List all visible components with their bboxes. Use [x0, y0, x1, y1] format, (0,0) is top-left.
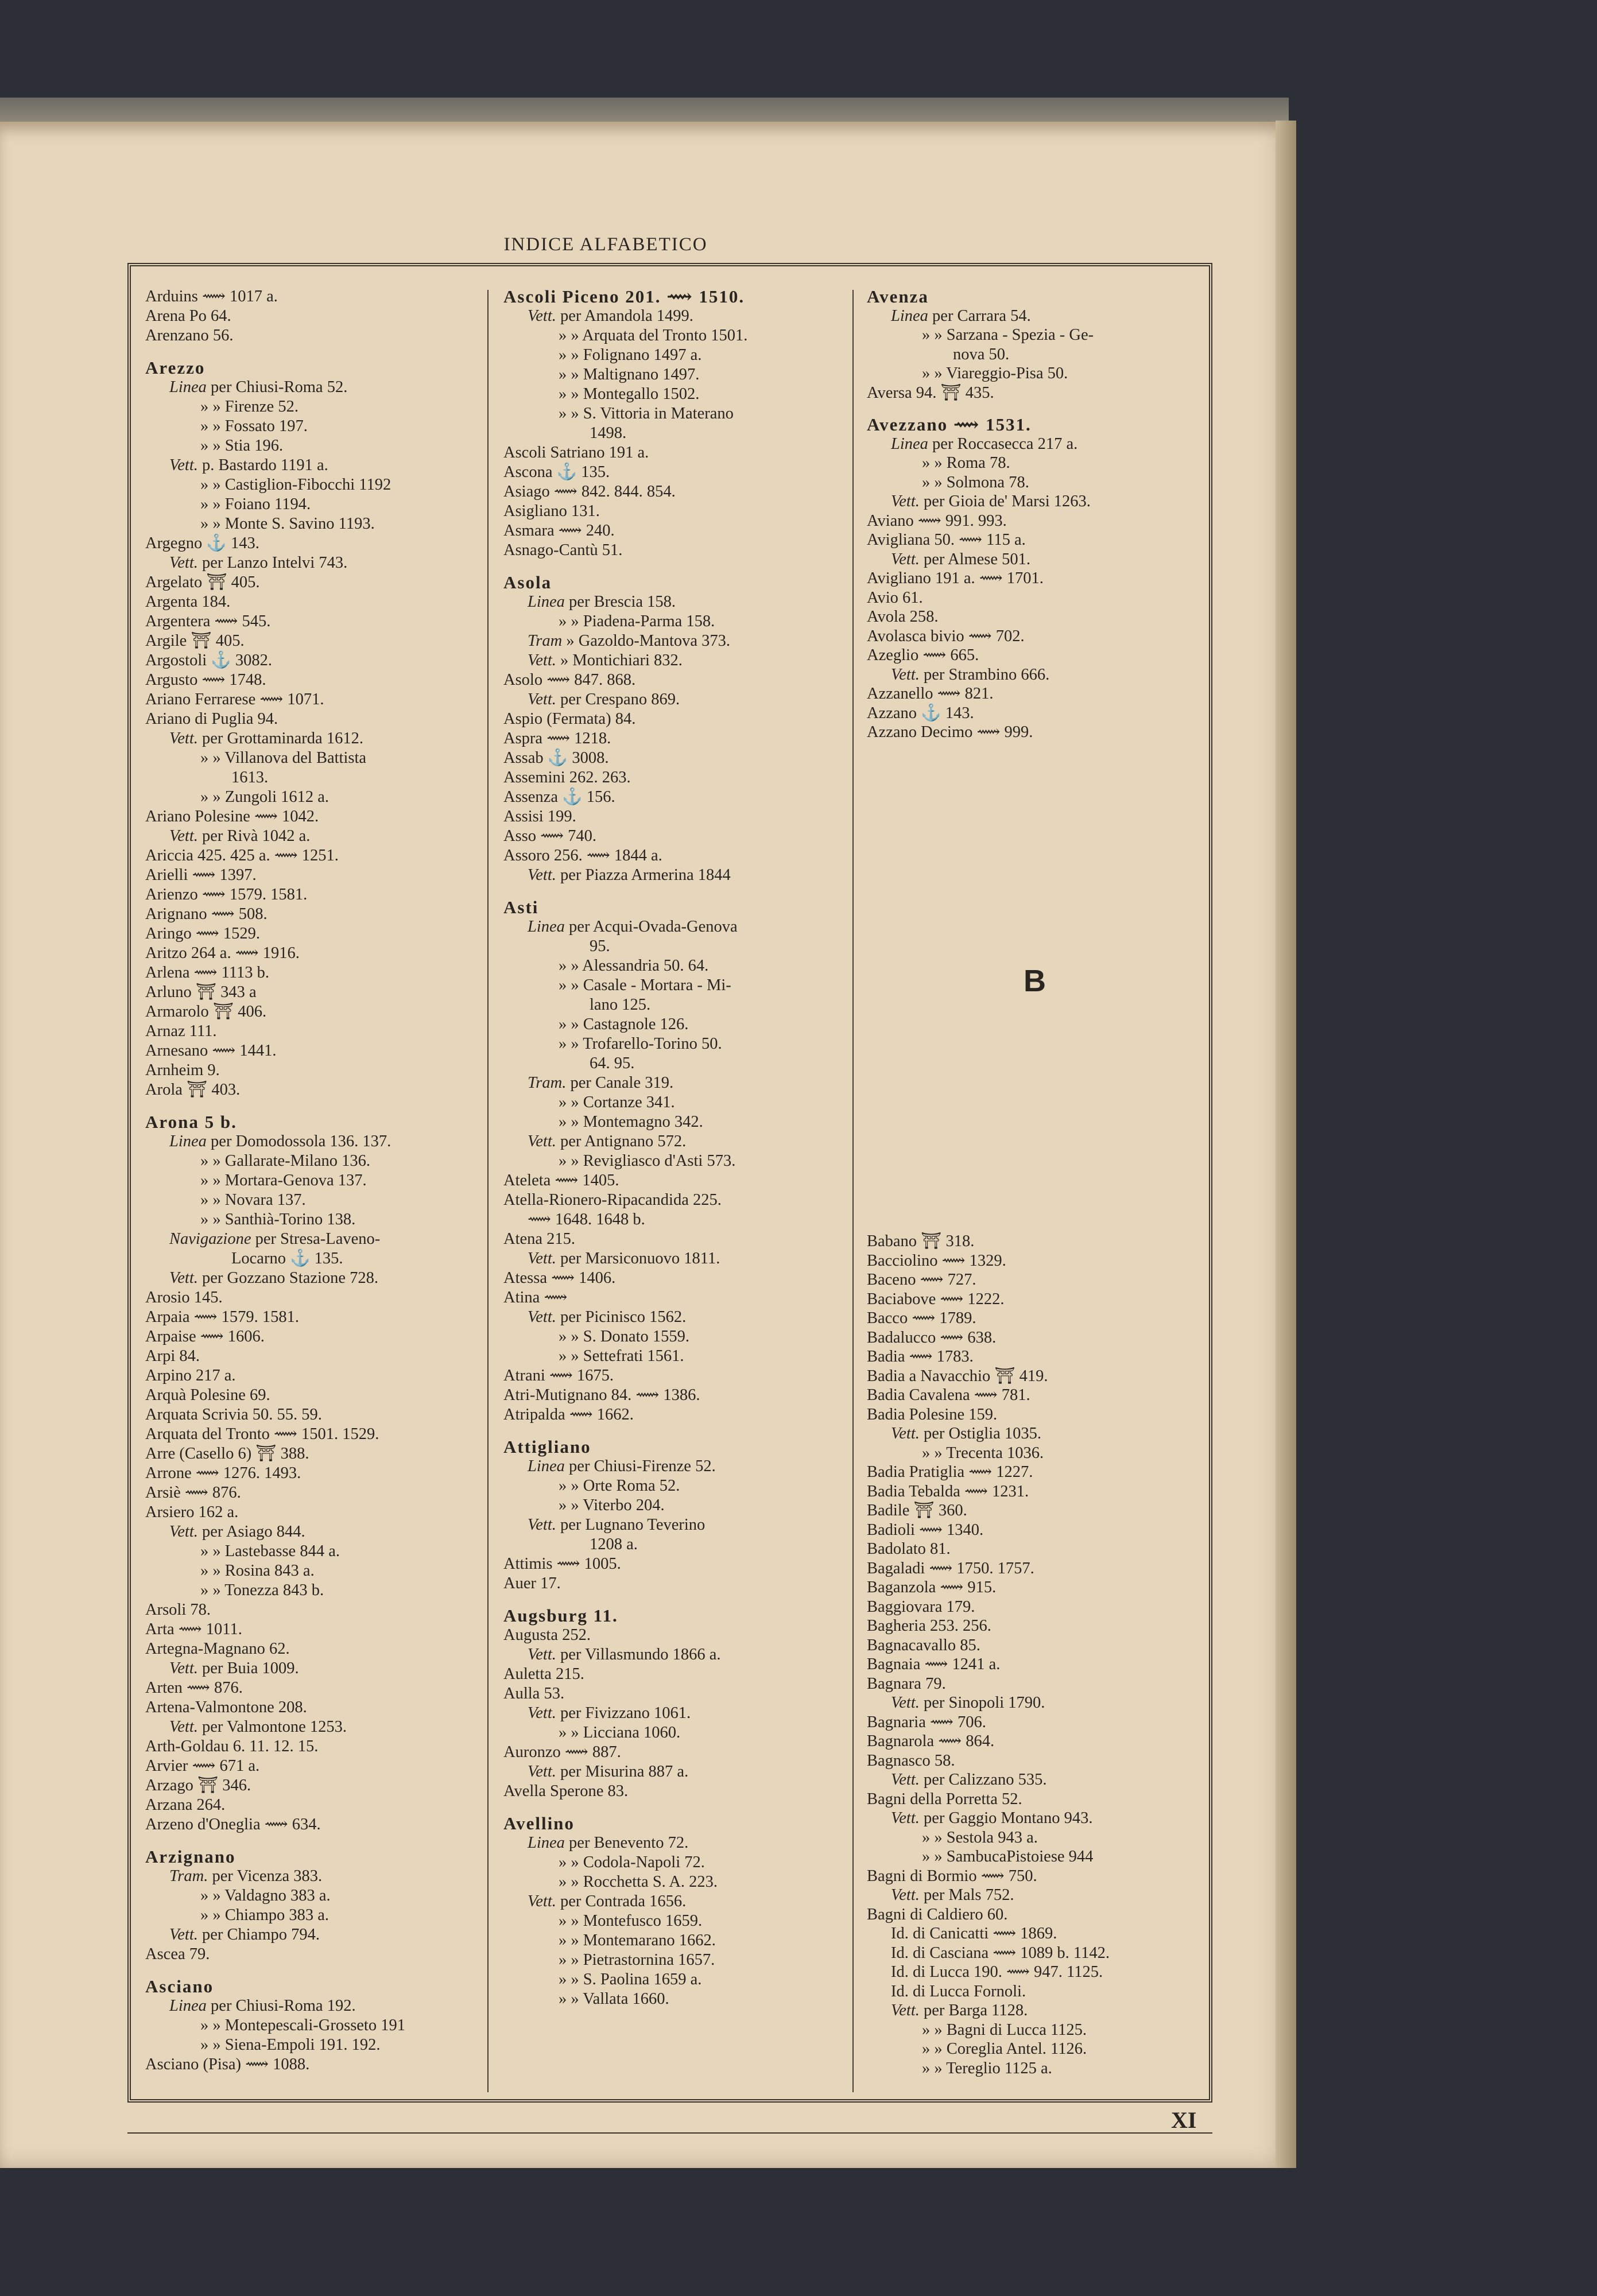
index-subentry: Linea per Domodossola 136. 137. [169, 1133, 392, 1150]
route-type-label: Vett. [169, 554, 198, 572]
index-entry: Ascoli Satriano 191 a. [503, 444, 649, 461]
index-entry: » » S. Donato 1559. [559, 1328, 689, 1345]
index-entry: Arre (Casello 6) ⛩ 388. [145, 1445, 309, 1463]
index-entry: » » Rocchetta S. A. 223. [559, 1873, 718, 1891]
index-entry: Arth-Goldau 6. 11. 12. 15. [145, 1737, 319, 1755]
route-type-label: Vett. [891, 2002, 920, 2019]
index-entry: Arlena ⟿ 1113 b. [145, 964, 270, 982]
index-entry: Arpino 217 a. [145, 1367, 236, 1384]
index-entry: Arquà Polesine 69. [145, 1386, 270, 1404]
route-type-label: Vett. [891, 1771, 920, 1789]
index-subentry: Linea per Acqui-Ovada-Genova [528, 918, 738, 936]
index-entry: Locarno ⚓ 135. [231, 1250, 343, 1267]
index-entry: Avola 258. [867, 608, 939, 626]
index-entry: Avella Sperone 83. [503, 1782, 629, 1800]
index-entry: 64. 95. [590, 1054, 635, 1072]
index-entry: Arluno ⛩ 343 a [145, 983, 257, 1001]
index-subentry: Linea per Brescia 158. [528, 593, 676, 611]
index-heading: Avenza [867, 286, 929, 307]
route-type-label: Vett. [169, 456, 198, 474]
index-entry: » » Foiano 1194. [200, 495, 311, 513]
index-entry: Badia Cavalena ⟿ 781. [867, 1386, 1030, 1404]
index-subentry: Vett. per Sinopoli 1790. [891, 1694, 1045, 1712]
index-entry: » » Montemagno 342. [559, 1113, 703, 1131]
index-entry: Badia Pratiglia ⟿ 1227. [867, 1463, 1033, 1481]
route-type-label: Vett. [169, 1926, 198, 1944]
route-type-label: Vett. [528, 1308, 556, 1326]
index-entry: » » Vallata 1660. [559, 1990, 669, 2008]
index-entry: » » Castiglion-Fibocchi 1192 [200, 476, 392, 494]
index-entry: Id. di Lucca 190. ⟿ 947. 1125. [891, 1963, 1103, 1981]
route-type-label: Vett. [891, 1809, 920, 1827]
page-fore-edge [1276, 121, 1296, 2168]
index-subentry: Vett. per Chiampo 794. [169, 1926, 320, 1944]
index-entry: » » Stia 196. [200, 437, 284, 455]
index-entry: Badile ⛩ 360. [867, 1502, 967, 1519]
index-heading: Asti [503, 897, 539, 917]
index-entry: Avigliana 50. ⟿ 115 a. [867, 531, 1026, 549]
index-entry: » » Villanova del Battista [200, 749, 367, 767]
index-subentry: Vett. per Calizzano 535. [891, 1771, 1047, 1789]
route-type-label: Vett. [528, 1133, 556, 1150]
index-entry: » » Siena-Empoli 191. 192. [200, 2036, 381, 2054]
index-entry: » » Lastebasse 844 a. [200, 1542, 340, 1560]
index-entry: Arquata Scrivia 50. 55. 59. [145, 1406, 322, 1424]
index-entry: » » Montemarano 1662. [559, 1932, 716, 1949]
index-entry: » » Pietrastornina 1657. [559, 1951, 715, 1969]
index-entry: Azeglio ⟿ 665. [867, 646, 979, 664]
index-heading: Asola [503, 572, 552, 592]
index-entry: Id. di Canicatti ⟿ 1869. [891, 1925, 1057, 1942]
index-entry: Asso ⟿ 740. [503, 827, 596, 845]
index-entry: Baceno ⟿ 727. [867, 1271, 976, 1289]
index-entry: Arpaise ⟿ 1606. [145, 1328, 265, 1345]
index-entry: Arnheim 9. [145, 1061, 220, 1079]
index-entry: Bagaladi ⟿ 1750. 1757. [867, 1559, 1034, 1577]
index-entry: Bagnasco 58. [867, 1751, 955, 1770]
index-entry: Arta ⟿ 1011. [145, 1620, 242, 1638]
route-type-label: Vett. [528, 866, 556, 884]
index-entry: Ascona ⚓ 135. [503, 463, 610, 481]
index-entry: Avigliano 191 a. ⟿ 1701. [867, 569, 1044, 587]
index-entry: » » Firenze 52. [200, 398, 299, 416]
index-subentry: Vett. per Valmontone 1253. [169, 1718, 347, 1736]
index-entry: Atena 215. [503, 1230, 576, 1248]
index-entry: » » Sarzana - Spezia - Ge- [922, 326, 1094, 344]
index-subentry: Tram. per Canale 319. [528, 1074, 674, 1092]
index-subentry: Linea per Chiusi-Firenze 52. [528, 1457, 716, 1475]
route-type-label: Vett. [528, 1763, 556, 1781]
index-entry: » » Arquata del Tronto 1501. [559, 327, 748, 344]
index-entry: Aspra ⟿ 1218. [503, 730, 611, 747]
index-entry: » » Monte S. Savino 1193. [200, 515, 375, 533]
index-subentry: Vett. per Lugnano Teverino [528, 1516, 706, 1534]
index-entry: » » Codola-Napoli 72. [559, 1853, 705, 1871]
index-subentry: Vett. p. Bastardo 1191 a. [169, 456, 328, 474]
index-entry: Arienzo ⟿ 1579. 1581. [145, 886, 308, 903]
index-entry: Atessa ⟿ 1406. [503, 1269, 616, 1287]
index-heading: Asciano [145, 1976, 214, 1996]
index-entry: Baciabove ⟿ 1222. [867, 1290, 1005, 1308]
bottom-rule [127, 2132, 1212, 2134]
index-entry: Armarolo ⛩ 406. [145, 1003, 267, 1021]
index-entry: Badia Polesine 159. [867, 1405, 998, 1424]
index-column-1 [145, 287, 484, 2074]
index-entry: Arignano ⟿ 508. [145, 905, 268, 923]
index-entry: » » Montegallo 1502. [559, 385, 700, 403]
index-entry: Arola ⛩ 403. [145, 1081, 241, 1099]
page-number: XI [1171, 2107, 1197, 2133]
index-entry: » » Tonezza 843 b. [200, 1581, 324, 1599]
index-entry: Arvier ⟿ 671 a. [145, 1757, 260, 1775]
index-subentry: Vett. per Gioia de' Marsi 1263. [891, 492, 1091, 510]
route-type-label: Vett. [891, 550, 920, 568]
index-entry: 1613. [231, 769, 269, 786]
index-entry: Bacco ⟿ 1789. [867, 1309, 976, 1327]
route-type-label: Vett. [891, 492, 920, 510]
index-subentry: Vett. per Villasmundo 1866 a. [528, 1646, 721, 1663]
index-entry: Ariano Ferrarese ⟿ 1071. [145, 691, 324, 708]
index-subentry: Vett. per Almese 501. [891, 550, 1031, 568]
route-type-label: Linea [891, 307, 928, 325]
index-entry: Aversa 94. ⛩ 435. [867, 383, 994, 402]
index-entry: Argentera ⟿ 545. [145, 612, 271, 630]
index-entry: Aspio (Fermata) 84. [503, 710, 636, 728]
index-entry: Atri-Mutignano 84. ⟿ 1386. [503, 1386, 700, 1404]
index-subentry: Vett. per Crespano 869. [528, 691, 680, 708]
index-entry: Aulla 53. [503, 1685, 565, 1702]
index-entry: Aritzo 264 a. ⟿ 1916. [145, 944, 300, 962]
index-entry: nova 50. [953, 345, 1010, 363]
index-entry: Assab ⚓ 3008. [503, 749, 609, 767]
route-type-label: Vett. [528, 1646, 556, 1663]
index-subentry: Linea per Carrara 54. [891, 307, 1031, 325]
index-entry: Arrone ⟿ 1276. 1493. [145, 1464, 301, 1482]
route-type-label: Vett. [891, 1886, 920, 1904]
index-entry: Arsoli 78. [145, 1601, 211, 1619]
index-entry: Ascea 79. [145, 1945, 210, 1963]
route-type-label: Tram. [169, 1867, 208, 1885]
section-letter: B [1024, 963, 1046, 998]
index-entry: Arena Po 64. [145, 307, 231, 325]
index-entry: Assisi 199. [503, 808, 576, 825]
index-entry: Bagnara 79. [867, 1674, 946, 1693]
index-entry: » » Trofarello-Torino 50. [559, 1035, 722, 1053]
index-entry: Asmara ⟿ 240. [503, 522, 615, 540]
index-entry: » » Viareggio-Pisa 50. [922, 364, 1068, 382]
index-entry: Arduins ⟿ 1017 a. [145, 288, 278, 305]
index-entry: Ariano Polesine ⟿ 1042. [145, 808, 319, 825]
index-subentry: Vett. per Misurina 887 a. [528, 1763, 689, 1781]
index-entry: Atina ⟿ [503, 1289, 568, 1306]
route-type-label: Linea [169, 1133, 207, 1150]
index-entry: Arnesano ⟿ 1441. [145, 1042, 277, 1060]
index-entry: Bagnaria ⟿ 706. [867, 1713, 986, 1731]
index-entry: » » Sestola 943 a. [922, 1828, 1038, 1847]
index-entry: Artena-Valmontone 208. [145, 1698, 307, 1716]
index-entry: Avolasca bivio ⟿ 702. [867, 627, 1025, 645]
index-entry: Asnago-Cantù 51. [503, 541, 623, 559]
index-entry: » » Tereglio 1125 a. [922, 2059, 1052, 2077]
index-heading: Attigliano [503, 1437, 591, 1457]
index-subentry: Vett. per Lanzo Intelvi 743. [169, 554, 348, 572]
index-entry: » » Montefusco 1659. [559, 1912, 703, 1930]
index-entry: » » Santhià-Torino 138. [200, 1211, 356, 1228]
index-column-2 [503, 287, 839, 2009]
index-entry: » » Alessandria 50. 64. [559, 957, 709, 975]
index-entry: Auletta 215. [503, 1665, 584, 1683]
index-entry: » » Rosina 843 a. [200, 1562, 315, 1580]
index-entry: 95. [590, 937, 610, 955]
index-entry: Azzanello ⟿ 821. [867, 685, 994, 703]
index-entry: Artegna-Magnano 62. [145, 1640, 290, 1658]
index-entry: Asiago ⟿ 842. 844. 854. [503, 483, 676, 501]
index-entry: Atrani ⟿ 1675. [503, 1367, 614, 1384]
index-entry: » » Cortanze 341. [559, 1093, 675, 1111]
index-entry: Avio 61. [867, 588, 923, 607]
index-entry: Asciano (Pisa) ⟿ 1088. [145, 2055, 310, 2073]
index-entry: 1498. [590, 424, 627, 442]
index-entry: Ariccia 425. 425 a. ⟿ 1251. [145, 847, 339, 864]
route-type-label: Navigazione [169, 1230, 251, 1248]
index-entry: » » Chiampo 383 a. [200, 1906, 330, 1924]
index-subentry: Linea per Benevento 72. [528, 1834, 689, 1852]
index-entry: » » Castagnole 126. [559, 1015, 689, 1033]
index-entry: Arzeno d'Oneglia ⟿ 634. [145, 1816, 321, 1833]
index-entry: » » Trecenta 1036. [922, 1444, 1044, 1462]
index-entry: » » Bagni di Lucca 1125. [922, 2020, 1087, 2039]
index-column-3 [867, 287, 1203, 2078]
index-subentry: Vett. per Barga 1128. [891, 2002, 1028, 2019]
index-entry: Badioli ⟿ 1340. [867, 1521, 984, 1539]
index-entry: » » Novara 137. [200, 1191, 306, 1209]
index-heading: Augsburg 11. [503, 1605, 618, 1626]
index-entry: » » Gallarate-Milano 136. [200, 1152, 370, 1170]
index-entry: Argile ⛩ 405. [145, 632, 245, 650]
index-entry: Baganzola ⟿ 915. [867, 1578, 997, 1596]
route-type-label: Vett. [528, 1704, 556, 1722]
index-entry: Arsiè ⟿ 876. [145, 1484, 241, 1502]
column-rule-1 [487, 290, 489, 2092]
index-entry: » » Settefrati 1561. [559, 1347, 684, 1365]
index-entry: Arquata del Tronto ⟿ 1501. 1529. [145, 1425, 379, 1443]
index-entry: Argenta 184. [145, 593, 231, 611]
index-entry: » » Montepescali-Grosseto 191 [200, 2016, 405, 2034]
index-subentry: Navigazione per Stresa-Laveno- [169, 1230, 381, 1248]
index-entry: Arzago ⛩ 346. [145, 1777, 251, 1794]
route-type-label: Vett. [169, 1523, 198, 1541]
index-entry: Assenza ⚓ 156. [503, 788, 615, 806]
route-type-label: Linea [891, 435, 928, 453]
index-heading: Arezzo [145, 358, 206, 378]
index-heading: Arzignano [145, 1847, 236, 1867]
route-type-label: Vett. [528, 307, 556, 325]
index-subentry: Vett. per Picinisco 1562. [528, 1308, 687, 1326]
route-type-label: Vett. [169, 1269, 198, 1287]
index-entry: Asolo ⟿ 847. 868. [503, 671, 636, 689]
index-entry: Ariano di Puglia 94. [145, 710, 278, 728]
route-type-label: Vett. [528, 1516, 556, 1534]
index-entry: Arosio 145. [145, 1289, 223, 1306]
route-type-label: Vett. [891, 665, 920, 684]
index-entry: Arsiero 162 a. [145, 1503, 239, 1521]
index-entry: Ateleta ⟿ 1405. [503, 1172, 619, 1189]
index-subentry: Vett. per Strambino 666. [891, 665, 1050, 684]
index-entry: Badalucco ⟿ 638. [867, 1328, 997, 1347]
index-entry: Id. di Lucca Fornoli. [891, 1982, 1026, 2000]
index-entry: » » Roma 78. [922, 454, 1010, 472]
index-entry: Bagni di Bormio ⟿ 750. [867, 1867, 1037, 1885]
index-entry: Badia Tebalda ⟿ 1231. [867, 1482, 1029, 1500]
index-entry: Assemini 262. 263. [503, 769, 631, 786]
index-subentry: Vett. per Fivizzano 1061. [528, 1704, 691, 1722]
index-subentry: Tram » Gazoldo-Mantova 373. [528, 632, 731, 650]
index-subentry: Vett. per Gozzano Stazione 728. [169, 1269, 379, 1287]
index-entry: Auronzo ⟿ 887. [503, 1743, 621, 1761]
route-type-label: Linea [169, 1997, 207, 2015]
index-entry: » » Maltignano 1497. [559, 366, 700, 383]
index-subentry: Vett. per Buia 1009. [169, 1659, 299, 1677]
index-entry: Attimis ⟿ 1005. [503, 1555, 621, 1573]
route-type-label: Vett. [891, 1425, 920, 1442]
index-subentry: Vett. per Marsiconuovo 1811. [528, 1250, 720, 1267]
index-entry: lano 125. [590, 996, 651, 1014]
index-heading: Ascoli Piceno 201. ⟿ 1510. [503, 286, 745, 307]
index-entry: Bagni di Caldiero 60. [867, 1905, 1008, 1923]
index-entry: Bagnarola ⟿ 864. [867, 1732, 995, 1750]
route-type-label: Linea [169, 378, 207, 396]
route-type-label: Vett. [169, 730, 198, 747]
index-entry: Augusta 252. [503, 1626, 591, 1644]
index-entry: Atripalda ⟿ 1662. [503, 1406, 634, 1424]
index-entry: Baggiovara 179. [867, 1597, 975, 1616]
index-entry: Arzana 264. [145, 1796, 226, 1814]
index-entry: Arielli ⟿ 1397. [145, 866, 257, 884]
route-type-label: Linea [528, 1834, 565, 1852]
index-entry: » » S. Paolina 1659 a. [559, 1971, 702, 1988]
index-entry: Argostoli ⚓ 3082. [145, 651, 273, 669]
index-entry: Bagni della Porretta 52. [867, 1790, 1022, 1808]
index-entry: Bagnaia ⟿ 1241 a. [867, 1655, 1001, 1673]
index-entry: Argelato ⛩ 405. [145, 573, 260, 591]
index-subentry: Linea per Chiusi-Roma 192. [169, 1997, 356, 2015]
index-subentry: Vett. per Contrada 1656. [528, 1892, 687, 1910]
index-entry: Badolato 81. [867, 1540, 951, 1558]
index-entry: Arenzano 56. [145, 327, 234, 344]
index-subentry: Vett. » Montichiari 832. [528, 651, 683, 669]
route-type-label: Vett. [528, 1892, 556, 1910]
index-entry: » » Fossato 197. [200, 417, 308, 435]
index-entry: » » Licciana 1060. [559, 1724, 681, 1742]
index-entry: » » Revigliasco d'Asti 573. [559, 1152, 736, 1170]
index-subentry: Vett. per Amandola 1499. [528, 307, 693, 325]
index-subentry: Vett. per Asiago 844. [169, 1523, 305, 1541]
index-subentry: Vett. per Mals 752. [891, 1886, 1014, 1904]
index-subentry: Vett. per Gaggio Montano 943. [891, 1809, 1093, 1827]
index-entry: Azzano Decimo ⟿ 999. [867, 723, 1033, 741]
index-entry: Babano ⛩ 318. [867, 1232, 975, 1250]
index-entry: Assoro 256. ⟿ 1844 a. [503, 847, 662, 864]
index-entry: 1208 a. [590, 1535, 638, 1553]
index-entry: Azzano ⚓ 143. [867, 704, 974, 722]
index-entry: Badia a Navacchio ⛩ 419. [867, 1367, 1048, 1385]
index-entry: ⟿ 1648. 1648 b. [528, 1211, 645, 1228]
index-subentry: Linea per Roccasecca 217 a. [891, 435, 1078, 453]
index-subentry: Vett. per Grottaminarda 1612. [169, 730, 363, 747]
index-entry: » » Solmona 78. [922, 473, 1029, 491]
index-entry: Aviano ⟿ 991. 993. [867, 511, 1007, 530]
index-entry: Asigliano 131. [503, 502, 600, 520]
index-entry: Arnaz 111. [145, 1022, 217, 1040]
index-entry: Id. di Casciana ⟿ 1089 b. 1142. [891, 1944, 1110, 1962]
route-type-label: Linea [528, 1457, 565, 1475]
index-entry: Bagnacavallo 85. [867, 1636, 980, 1654]
index-entry: » » SambucaPistoiese 944 [922, 1848, 1094, 1865]
index-entry: Arpaia ⟿ 1579. 1581. [145, 1308, 300, 1326]
index-entry: » » S. Vittoria in Materano [559, 405, 734, 422]
running-head: INDICE ALFABETICO [503, 234, 708, 255]
index-entry: » » Casale - Mortara - Mi- [559, 976, 731, 994]
index-entry: » » Valdagno 383 a. [200, 1887, 331, 1905]
route-type-label: Vett. [891, 1694, 920, 1712]
index-entry: Aringo ⟿ 1529. [145, 925, 260, 943]
index-entry: » » Piadena-Parma 158. [559, 612, 715, 630]
index-entry: Bacciolino ⟿ 1329. [867, 1251, 1006, 1270]
route-type-label: Linea [528, 593, 565, 611]
index-entry: » » Folignano 1497 a. [559, 346, 702, 364]
index-entry: » » Coreglia Antel. 1126. [922, 2040, 1087, 2058]
index-subentry: Tram. per Vicenza 383. [169, 1867, 323, 1885]
index-subentry: Vett. per Ostiglia 1035. [891, 1425, 1042, 1442]
route-type-label: Tram [528, 632, 563, 650]
index-heading: Avellino [503, 1813, 575, 1833]
index-heading: Arona 5 b. [145, 1112, 237, 1132]
index-subentry: Linea per Chiusi-Roma 52. [169, 378, 348, 396]
index-subentry: Vett. per Piazza Armerina 1844 [528, 866, 731, 884]
index-subentry: Vett. per Rivà 1042 a. [169, 827, 311, 845]
index-heading: Avezzano ⟿ 1531. [867, 414, 1032, 435]
route-type-label: Vett. [169, 827, 198, 845]
index-subentry: Vett. per Antignano 572. [528, 1133, 687, 1150]
route-type-label: Vett. [528, 1250, 556, 1267]
column-rule-2 [852, 290, 854, 2092]
route-type-label: Vett. [528, 691, 556, 708]
index-entry: » » Mortara-Genova 137. [200, 1172, 367, 1189]
index-entry: Atella-Rionero-Ripacandida 225. [503, 1191, 722, 1209]
index-entry: Arten ⟿ 876. [145, 1679, 243, 1697]
index-entry: Bagheria 253. 256. [867, 1617, 991, 1635]
index-entry: Badia ⟿ 1783. [867, 1348, 974, 1366]
index-entry: » » Zungoli 1612 a. [200, 788, 330, 806]
route-type-label: Vett. [169, 1718, 198, 1736]
index-entry: Auer 17. [503, 1574, 561, 1592]
route-type-label: Vett. [169, 1659, 198, 1677]
index-entry: Arpi 84. [145, 1347, 200, 1365]
index-entry: » » Orte Roma 52. [559, 1477, 680, 1495]
index-entry: Argusto ⟿ 1748. [145, 671, 266, 689]
index-entry: » » Viterbo 204. [559, 1496, 665, 1514]
route-type-label: Linea [528, 918, 565, 936]
route-type-label: Vett. [528, 651, 556, 669]
index-entry: Argegno ⚓ 143. [145, 534, 259, 552]
route-type-label: Tram. [528, 1074, 567, 1092]
